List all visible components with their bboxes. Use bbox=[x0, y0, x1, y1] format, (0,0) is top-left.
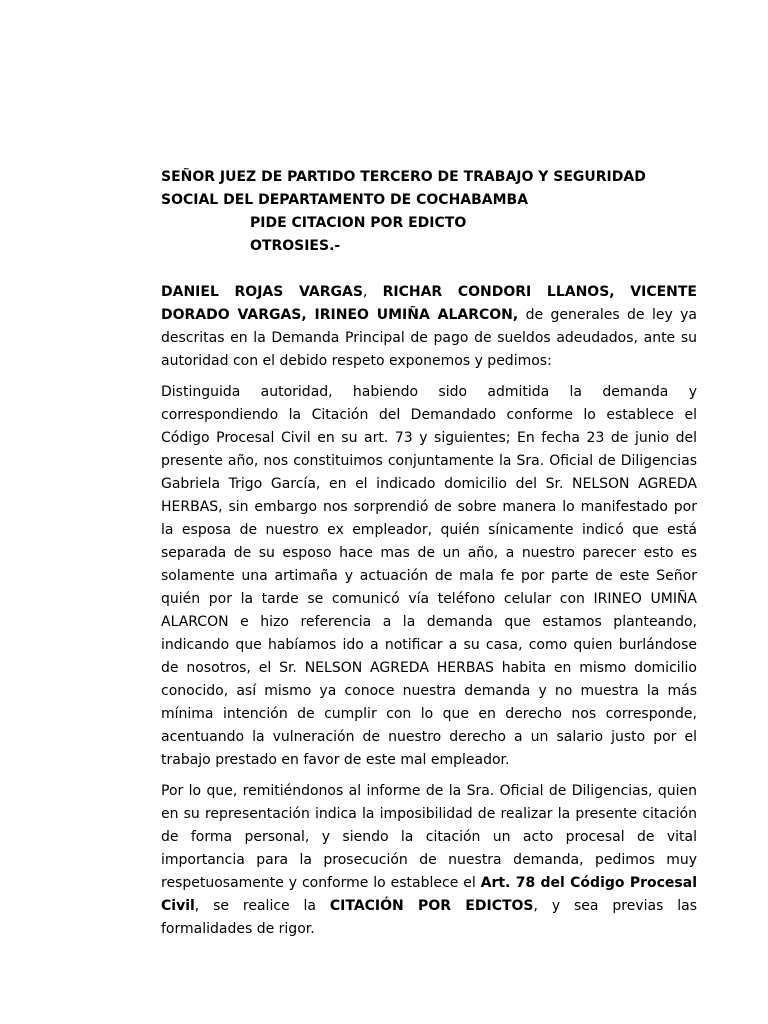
document-page bbox=[161, 166, 697, 941]
intro-names-a: DANIEL ROJAS VARGAS bbox=[161, 284, 363, 300]
document-heading bbox=[161, 166, 697, 258]
spacer bbox=[161, 373, 697, 381]
spacer bbox=[161, 258, 697, 281]
heading-line-2: SOCIAL DEL DEPARTAMENTO DE COCHABAMBA bbox=[161, 192, 529, 208]
heading-line-1: SEÑOR JUEZ DE PARTIDO TERCERO DE TRABAJO Y SEGURIDAD bbox=[161, 169, 646, 185]
p3-text-a: Por lo que, remitiéndonos al informe de la Sra. Oficial de Diligencias, quien en su representación indica la imposibilidad de realizar la presente citación de forma personal, y siendo la citación un acto procesal de vital importancia para la prosecución de nuestra demanda, pedimos muy respetuosamente y conforme lo establece el bbox=[161, 783, 697, 891]
p3-bold-citacion: CITACIÓN POR EDICTOS bbox=[329, 898, 534, 914]
subject-line: PIDE CITACION POR EDICTO bbox=[250, 215, 467, 231]
otrosies-line: OTROSIES.- bbox=[250, 238, 341, 254]
p3-text-c: , y sea previas las formalidades de rigor. bbox=[161, 898, 698, 937]
body-paragraph-2: Distinguida autoridad, habiendo sido admitida la demanda y correspondiendo la Citación del Demandado conforme lo establece el Código Procesal Civil en su art. 73 y siguientes; En fecha 23 de junio del presente año, nos constituimos conjuntamente la Sra. Oficial de Diligencias Gabriela Trigo García, en el indicado domicilio del Sr. NELSON AGREDA HERBAS, sin embargo nos sorprendió de sobre manera lo manifestado por la esposa de nuestro ex empleador, quién sínicamente indicó que está separada de su esposo hace mas de un año, a nuestro parecer esto es solamente una artimaña y actuación de mala fe por parte de este Señor quién por la tarde se comunicó vía teléfono celular con IRINEO UMIÑA ALARCON e hizo referencia a la demanda que estamos planteando, indicando que habíamos ido a notificar a su casa, como quien burlándose de nosotros, el Sr. NELSON AGREDA HERBAS habita en mismo domicilio conocido, así mismo ya conoce nuestra demanda y no muestra la más mínima intención de cumplir con lo que en derecho nos corresponde, acentuando la vulneración de nuestro derecho a un salario justo por el trabajo prestado en favor de este mal empleador. bbox=[161, 384, 697, 768]
p3-bold-article: Art. 78 del Código Procesal Civil bbox=[161, 875, 697, 914]
intro-names-b: RICHAR CONDORI LLANOS, VICENTE DORADO VARGAS, IRINEO UMIÑA ALARCON, bbox=[161, 284, 697, 323]
intro-separator: , bbox=[362, 284, 383, 300]
spacer bbox=[161, 772, 697, 780]
intro-rest: de generales de ley ya descritas en la Demanda Principal de pago de sueldos adeudados, ante su autoridad con el debido respeto exponemos y pedimos: bbox=[161, 307, 697, 369]
intro-paragraph bbox=[161, 281, 697, 373]
body-paragraph-3 bbox=[161, 780, 697, 941]
p3-text-b: , se realice la bbox=[194, 898, 330, 914]
